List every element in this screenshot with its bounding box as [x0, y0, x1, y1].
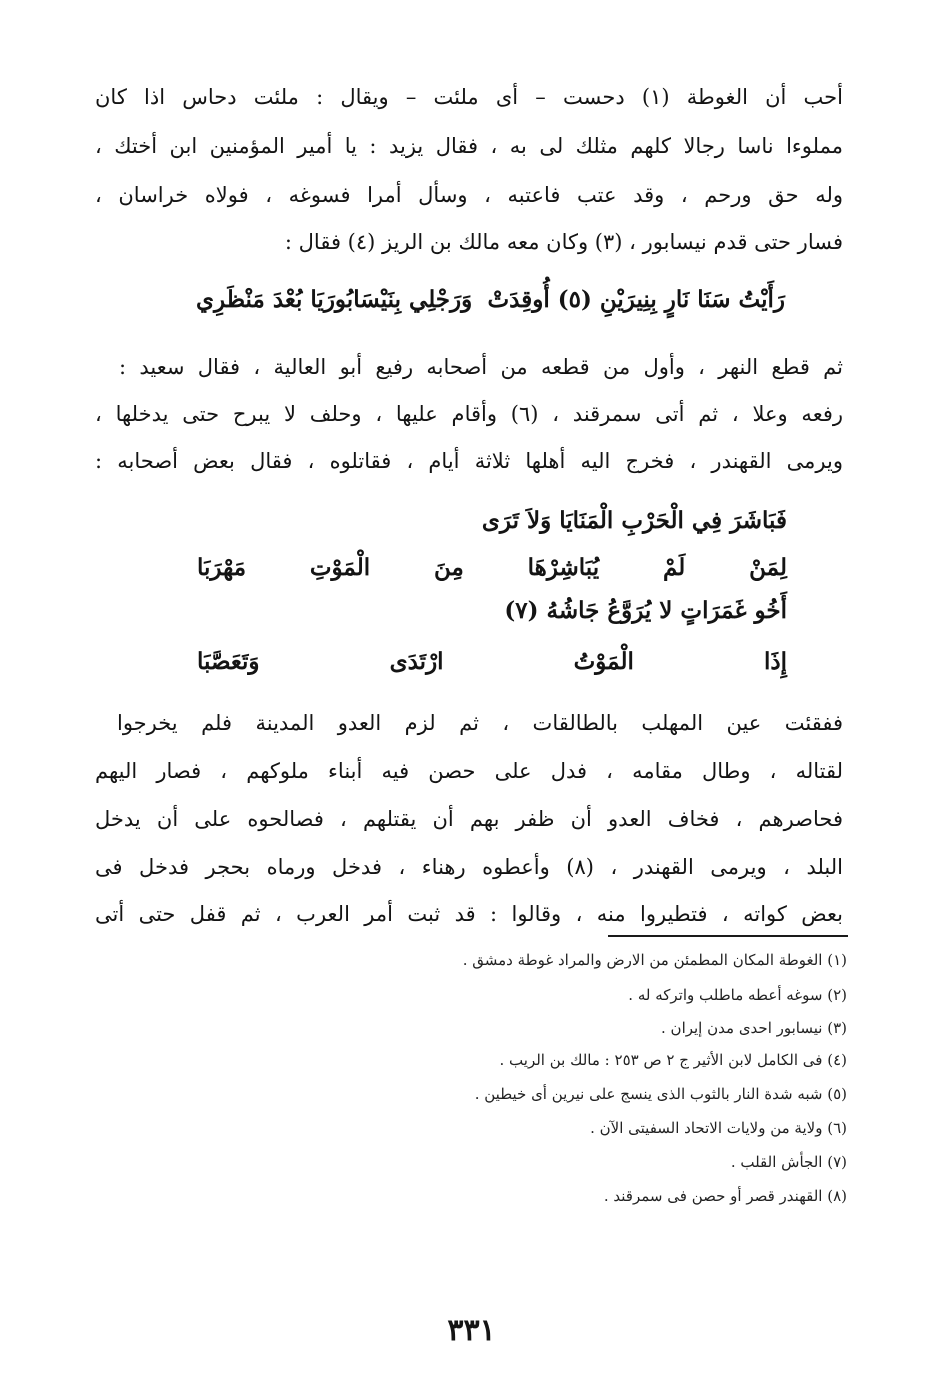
verse-hemistich-right: رَأَيْتُ سَنَا نَارٍ بِنِيرَيْنِ (٥) أُوقِدَتْ [487, 286, 785, 313]
body-line: مملوءا ناسا رجالا كلهم مثلك لى به ، فقال يزيد : يا أمير المؤمنين ابن أختك ، [95, 134, 843, 158]
body-line: وله حق ورحم ، وقد عتب فاعتبه ، وسأل أمرا فسوغه ، فولاه خراسان ، [95, 183, 843, 207]
footnote: (١) الغوطة المكان المطمئن من الارض والمراد غوطة دمشق . [462, 951, 847, 969]
body-line: أحب أن الغوطة (١) دحست – أى ملئت – ويقال : ملئت دحاس اذا كان [95, 85, 843, 109]
footnote: (٥) شبه شدة النار بالثوب الذى ينسج على نيرين أى خيطين . [474, 1085, 847, 1103]
verse-hemistich-left: وَرَجْلِي بِنَيْسَابُورَيَا بُعْدَ مَنْظَرِي [196, 286, 473, 313]
verse-line: إِذَا الْمَوْتُ ارْتَدَى وَتَعَصَّبَا [197, 648, 787, 675]
footnote: (٤) فى الكامل لابن الأثير ج ٢ ص ٢٥٣ : مالك بن الريب . [499, 1051, 847, 1069]
footnote: (٣) نيسابور احدى مدن إيران . [661, 1019, 847, 1037]
footnote: (٧) الجأش القلب . [730, 1153, 847, 1171]
footnote: (٨) القهندر قصر أو حصن فى سمرقند . [603, 1187, 847, 1205]
body-line: ويرمى القهندر ، فخرج اليه أهلها ثلاثة أيام ، فقاتلوه ، فقال بعض أصحابه : [95, 449, 843, 473]
body-line: فحاصرهم ، فخاف العدو أن ظفر بهم أن يقتلهم ، فصالحوه على أن يدخل [95, 807, 843, 831]
body-line: ثم قطع النهر ، وأول من قطعه من أصحابه رفيع أبو العالية ، فقال سعيد : [119, 355, 843, 379]
body-line: بعض كواته ، فتطيروا منه ، وقالوا : قد ثبت أمر العرب ، ثم قفل حتى أتى [95, 902, 843, 926]
footnote: (٢) سوغه أعطه ماطلب واتركه له . [628, 986, 847, 1004]
footnote-separator [608, 935, 848, 937]
body-line: لقتاله ، وطال مقامه ، فدل على حصن فيه أبناء ملوكهم ، فصار اليهم [95, 759, 843, 783]
body-line: رفعه وعلا ، ثم أتى سمرقند ، (٦) وأقام عليها ، وحلف لا يبرح حتى يدخلها ، [95, 402, 844, 426]
verse-line: لِمَنْ لَمْ يُبَاشِرْهَا مِنَ الْمَوْتِ مَهْرَبَا [197, 554, 787, 581]
verse-line: أَخُو غَمَرَاتٍ لا يُرَوَّعُ جَاشُهُ (٧) [504, 597, 787, 624]
body-line: فسار حتى قدم نيسابور ، (٣) وكان معه مالك بن الريز (٤) فقال : [284, 230, 843, 254]
body-line: البلد ، ويرمى القهندر ، (٨) وأعطوه رهناء ، فدخل ورماه بحجر فدخل فى [95, 855, 843, 879]
body-line: ففقئت عين المهلب بالطالقات ، ثم لزم العدو المدينة فلم يخرجوا [117, 711, 843, 735]
verse-line: فَبَاشَرَ فِي الْحَرْبِ الْمَنَايَا وَلاَ تَرَى [481, 507, 787, 534]
page-number: ٣٣١ [447, 1313, 496, 1348]
footnote: (٦) ولاية من ولايات الاتحاد السفيتى الآن . [590, 1119, 847, 1137]
